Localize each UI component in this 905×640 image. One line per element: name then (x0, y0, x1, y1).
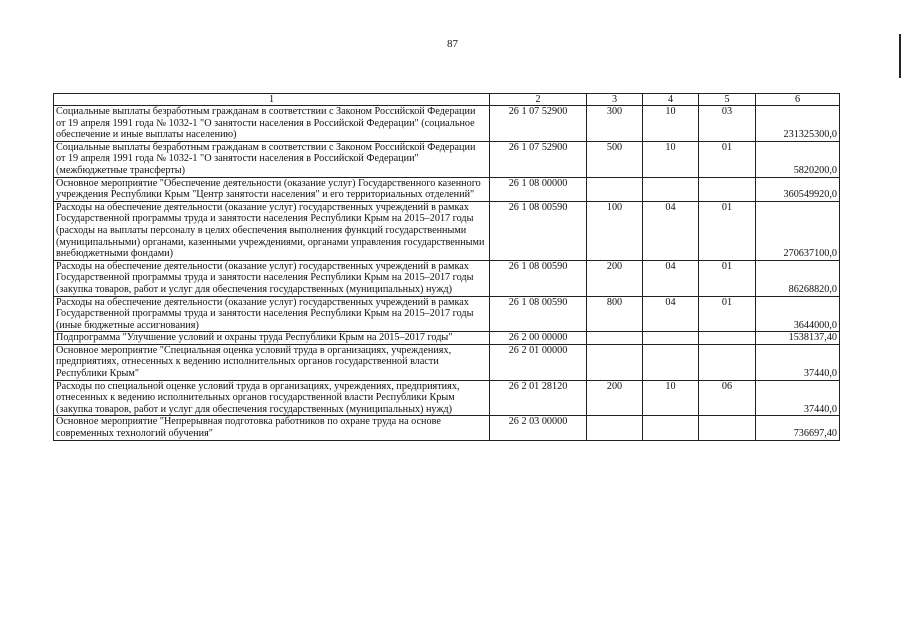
row-code: 26 1 08 00590 (490, 260, 587, 296)
row-name: Социальные выплаты безработным гражданам в соответствии с Законом Российской Федерации от 19 апреля 1991 года № 1032-1 "О занятости населения в Российской Федерации" (социальное обеспечение и иные выплаты населению) (54, 106, 490, 142)
row-name: Расходы по специальной оценке условий труда в организациях, учреждениях, предприятиях, отнесенных к ведению исполнительных органов государственной власти Республики Крым (закупка товаров, работ и услуг для обеспечения государственных (муниципальных) нужд) (54, 380, 490, 416)
row-name: Основное мероприятие "Обеспечение деятельности (оказание услуг) Государственного казенного учреждения Республики Крым "Центр занятости населения" и его территориальных отделений" (54, 177, 490, 201)
table-row (54, 201, 840, 260)
header-col-4: 4 (643, 94, 699, 106)
row-code: 26 1 07 52900 (490, 141, 587, 177)
row-code: 26 1 07 52900 (490, 106, 587, 142)
row-type: 100 (587, 201, 643, 260)
row-amount: 37440,0 (756, 344, 840, 380)
row-section: 10 (643, 141, 699, 177)
row-type: 500 (587, 141, 643, 177)
row-name: Социальные выплаты безработным гражданам в соответствии с Законом Российской Федерации от 19 апреля 1991 года № 1032-1 "О занятости населения в Российской Федерации" (межбюджетные трансферты) (54, 141, 490, 177)
row-type: 300 (587, 106, 643, 142)
row-subsection (699, 332, 756, 345)
row-section (643, 332, 699, 345)
row-code: 26 2 01 28120 (490, 380, 587, 416)
table-row (54, 380, 840, 416)
row-amount: 86268820,0 (756, 260, 840, 296)
table-row (54, 260, 840, 296)
row-name: Расходы на обеспечение деятельности (оказание услуг) государственных учреждений в рамках Государственной программы труда и занятости населения Республики Крым на 2015–2017 годы (иные бюджетные ассигнования) (54, 296, 490, 332)
row-code: 26 1 08 00000 (490, 177, 587, 201)
row-amount: 37440,0 (756, 380, 840, 416)
table-row (54, 177, 840, 201)
row-type (587, 332, 643, 345)
row-amount: 1538137,40 (756, 332, 840, 345)
table-row (54, 332, 840, 345)
row-type: 200 (587, 260, 643, 296)
budget-table (53, 93, 840, 441)
header-col-5: 5 (699, 94, 756, 106)
row-subsection: 01 (699, 201, 756, 260)
row-name: Основное мероприятие "Непрерывная подготовка работников по охране труда на основе современных технологий обучения" (54, 416, 490, 440)
row-type: 800 (587, 296, 643, 332)
row-amount: 5820200,0 (756, 141, 840, 177)
row-subsection: 01 (699, 141, 756, 177)
row-type (587, 344, 643, 380)
table-row (54, 141, 840, 177)
header-col-3: 3 (587, 94, 643, 106)
row-amount: 736697,40 (756, 416, 840, 440)
table-row (54, 296, 840, 332)
row-code: 26 1 08 00590 (490, 201, 587, 260)
row-section: 10 (643, 106, 699, 142)
row-subsection (699, 177, 756, 201)
page-number: 87 (447, 38, 458, 50)
row-type (587, 177, 643, 201)
row-section (643, 177, 699, 201)
row-section (643, 344, 699, 380)
row-code: 26 2 00 00000 (490, 332, 587, 345)
header-col-2: 2 (490, 94, 587, 106)
row-subsection (699, 344, 756, 380)
row-subsection: 03 (699, 106, 756, 142)
header-col-6: 6 (756, 94, 840, 106)
row-amount: 270637100,0 (756, 201, 840, 260)
row-type: 200 (587, 380, 643, 416)
row-name: Подпрограмма "Улучшение условий и охраны труда Республики Крым на 2015–2017 годы" (54, 332, 490, 345)
row-section: 04 (643, 201, 699, 260)
table-row (54, 416, 840, 440)
header-row (54, 94, 840, 106)
row-subsection (699, 416, 756, 440)
table-row (54, 344, 840, 380)
row-subsection: 01 (699, 296, 756, 332)
table-row (54, 106, 840, 142)
row-section: 10 (643, 380, 699, 416)
row-code: 26 2 03 00000 (490, 416, 587, 440)
row-subsection: 01 (699, 260, 756, 296)
row-subsection: 06 (699, 380, 756, 416)
row-name: Основное мероприятие "Специальная оценка условий труда в организациях, учреждениях, предприятиях, отнесенных к ведению исполнительных органов государственной власти Республики Крым" (54, 344, 490, 380)
row-name: Расходы на обеспечение деятельности (оказание услуг) государственных учреждений в рамках Государственной программы труда и занятости населения Республики Крым на 2015–2017 годы (расходы на выплаты персоналу в целях обеспечения выполнения функций государственными (муниципальными) органами, казенными учреждениями, органами управления государственными внебюджетными фондами) (54, 201, 490, 260)
row-section: 04 (643, 296, 699, 332)
row-code: 26 1 08 00590 (490, 296, 587, 332)
row-section: 04 (643, 260, 699, 296)
header-col-1: 1 (54, 94, 490, 106)
row-type (587, 416, 643, 440)
scan-edge-mark (899, 34, 901, 78)
row-amount: 3644000,0 (756, 296, 840, 332)
row-section (643, 416, 699, 440)
row-amount: 231325300,0 (756, 106, 840, 142)
row-name: Расходы на обеспечение деятельности (оказание услуг) государственных учреждений в рамках Государственной программы труда и занятости населения Республики Крым на 2015–2017 годы (закупка товаров, работ и услуг для обеспечения государственных (муниципальных) нужд) (54, 260, 490, 296)
row-amount: 360549920,0 (756, 177, 840, 201)
row-code: 26 2 01 00000 (490, 344, 587, 380)
